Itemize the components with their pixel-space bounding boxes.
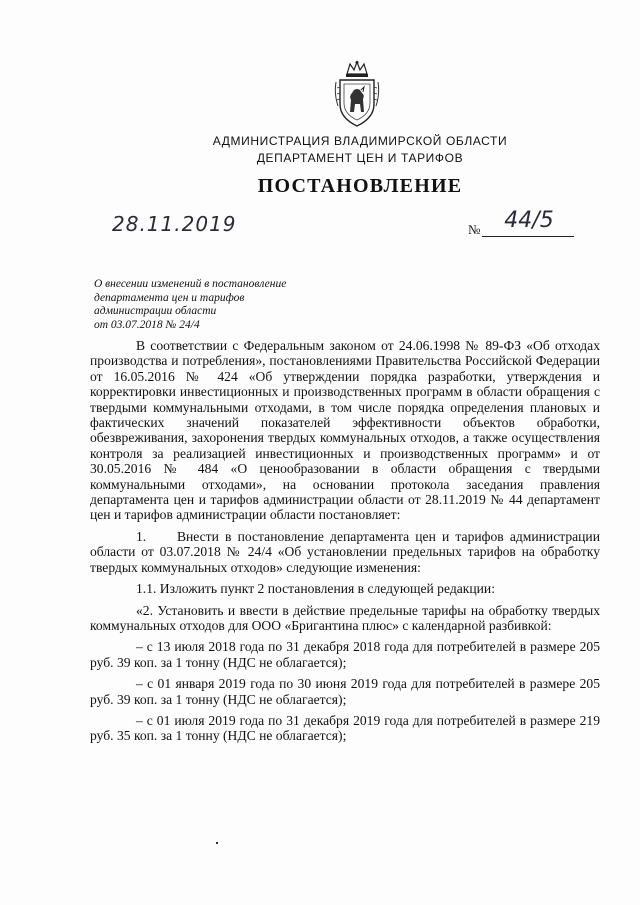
document-body (90, 338, 600, 750)
handwritten-date: 28.11.2019 (112, 212, 237, 236)
tariff-period-item: – с 13 июля 2018 года по 31 декабря 2018 года для потребителей в размере 205 руб. 39 коп. за 1 тонну (НДС не облагается); (90, 639, 600, 670)
item-2-paragraph: «2. Установить и ввести в действие предельные тарифы на обработку твердых коммунальных отходов для ООО «Бригантина плюс» с календарной разбивкой: (90, 602, 600, 633)
handwritten-number: 44/5 (504, 208, 554, 233)
department-name: ДЕПАРТАМЕНТ ЦЕН И ТАРИФОВ (256, 151, 464, 165)
document-type-title: ПОСТАНОВЛЕНИЕ (257, 175, 463, 197)
subject-line: департамента цен и тарифов (94, 291, 245, 304)
preamble-paragraph: В соответствии с Федеральным законом от 24.06.1998 № 89-ФЗ «Об отходах производства и потребления», постановлениями Правительства Российской Федерации от 16.05.2016 № 424 «Об утверждении порядка разработки, утверждения и корректировки инвестиционных и производственных программ в области обращения с твердыми коммунальными отходами, в том числе порядка определения плановых и фактических значений показателей эффективности объектов обработки, обезвреживания, захоронения твердых коммунальных отходов, а также осуществления контроля за реализацией инвестиционных и производственных программ» и от 30.05.2016 № 484 «О ценообразовании в области обращения с твердыми коммунальными отходами», на основании протокола заседания правления департамента цен и тарифов администрации области от 28.11.2019 № 44 департамент цен и тарифов администрации области постановляет: (90, 338, 600, 523)
tariff-period-item: – с 01 июля 2019 года по 31 декабря 2019 года для потребителей в размере 219 руб. 35 коп. за 1 тонну (НДС не облагается); (90, 712, 600, 744)
scan-speck (216, 842, 218, 844)
subject-line: О внесении изменений в постановление (94, 278, 287, 290)
coat-of-arms-icon (334, 60, 380, 130)
number-sign: № (468, 222, 481, 237)
document-subject (94, 278, 334, 332)
subject-line: администрации области (94, 305, 217, 317)
item-1-paragraph: 1. Внести в постановление департамента цен и тарифов администрации области от 03.07.2018 № 24/4 «Об установлении предельных тарифов на обработку твердых коммунальных отходов» следующие изменения: (90, 528, 600, 575)
number-underline (482, 236, 574, 237)
subject-line: от 03.07.2018 № 24/4 (94, 318, 200, 331)
item-1-1-paragraph: 1.1. Изложить пункт 2 постановления в следующей редакции: (136, 581, 495, 597)
tariff-period-item: – с 01 января 2019 года по 30 июня 2019 года для потребителей в размере 205 руб. 39 коп. за 1 тонну (НДС не облагается); (90, 676, 600, 707)
authority-name: АДМИНИСТРАЦИЯ ВЛАДИМИРСКОЙ ОБЛАСТИ (212, 134, 508, 148)
